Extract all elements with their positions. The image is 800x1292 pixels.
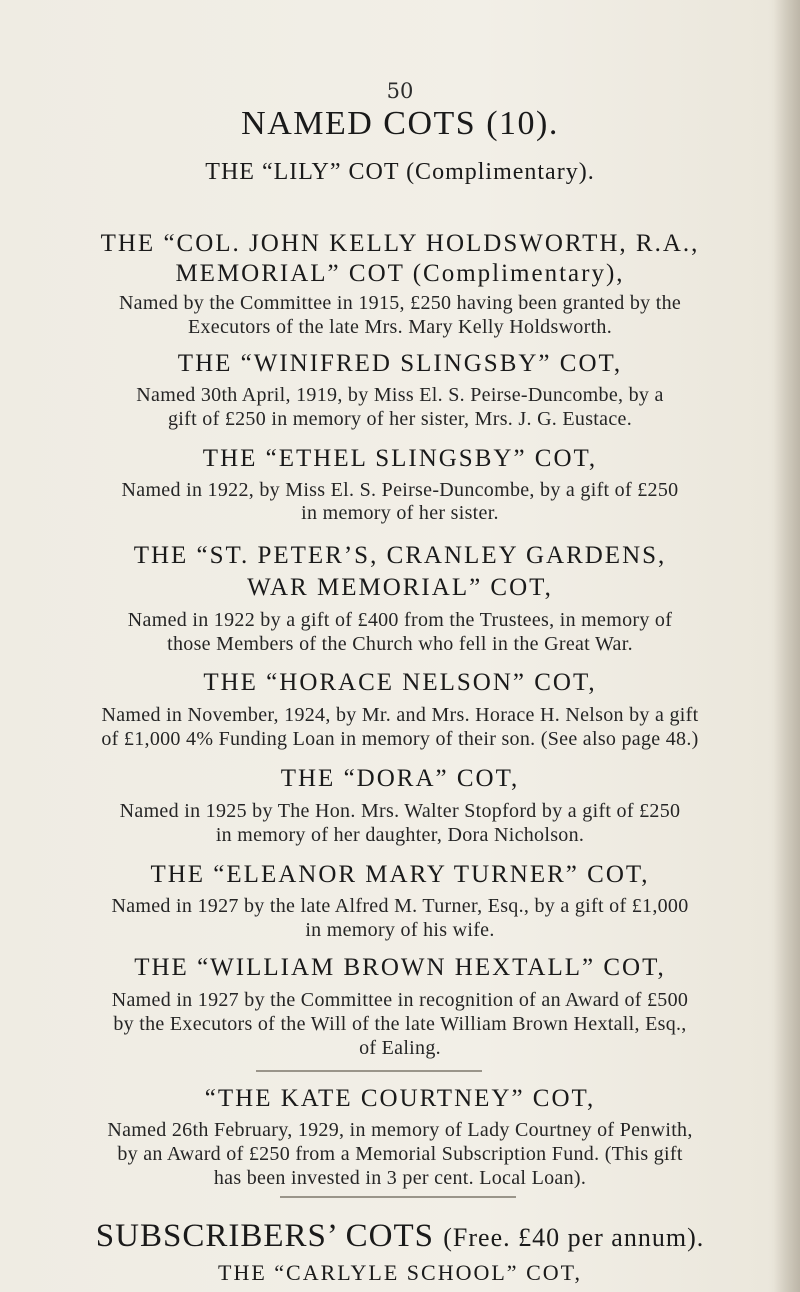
cot-title-ethel-slingsby: THE “ETHEL SLINGSBY” COT, <box>202 445 598 472</box>
cot-text-holdsworth-line-2: Executors of the late Mrs. Mary Kelly Holdsworth. <box>187 316 613 338</box>
cot-text-st-peters-line-2: those Members of the Church who fell in the Great War. <box>167 633 633 655</box>
subscribers-note: (Free. £40 per annum). <box>443 1223 705 1252</box>
cot-text-hextall-line-3: of Ealing. <box>359 1037 441 1059</box>
cot-text-courtney-line-1: Named 26th February, 1929, in memory of Lady Courtney of Penwith, <box>107 1119 693 1141</box>
divider-rule-1 <box>256 1070 482 1072</box>
cot-text-winifred-line-2: gift of £250 in memory of her sister, Mrs. J. G. Eustace. <box>168 408 632 430</box>
cot-text-winifred-line-1: Named 30th April, 1919, by Miss El. S. Peirse-Duncombe, by a <box>136 384 664 406</box>
cot-text-turner-line-1: Named in 1927 by the late Alfred M. Turner, Esq., by a gift of £1,000 <box>111 895 689 917</box>
cot-text-holdsworth-line-1: Named by the Committee in 1915, £250 having been granted by the <box>118 292 682 314</box>
cot-title-dora: THE “DORA” COT, <box>280 765 520 792</box>
cot-text-ethel-line-2: in memory of her sister. <box>301 502 499 524</box>
cot-title-holdsworth-line-2: MEMORIAL” COT (Complimentary), <box>175 260 625 287</box>
cot-title-st-peters-line-2: WAR MEMORIAL” COT, <box>247 574 553 601</box>
cot-title-st-peters-line-1: THE “ST. PETER’S, CRANLEY GARDENS, <box>133 542 667 569</box>
cot-title-horace-nelson: THE “HORACE NELSON” COT, <box>203 669 597 696</box>
subscribers-heading: SUBSCRIBERS’ COTS <box>95 1218 434 1254</box>
page-heading: NAMED COTS (10). <box>241 105 559 142</box>
subscribers-heading-row <box>28 1220 772 1253</box>
cot-text-hextall-line-2: by the Executors of the Will of the late William Brown Hextall, Esq., <box>113 1013 687 1035</box>
cot-text-courtney-line-3: has been invested in 3 per cent. Local Loan). <box>213 1167 587 1189</box>
cot-title-carlyle-school: THE “CARLYLE SCHOOL” COT, <box>218 1260 582 1285</box>
cot-title-winifred-slingsby: THE “WINIFRED SLINGSBY” COT, <box>177 350 623 377</box>
cot-title-william-brown-hextall: THE “WILLIAM BROWN HEXTALL” COT, <box>134 954 666 981</box>
cot-text-st-peters-line-1: Named in 1922 by a gift of £400 from the Trustees, in memory of <box>127 609 673 631</box>
cot-title-eleanor-mary-turner: THE “ELEANOR MARY TURNER” COT, <box>150 861 650 888</box>
divider-rule-2 <box>280 1196 516 1198</box>
cot-title-kate-courtney: “THE KATE COURTNEY” COT, <box>204 1085 596 1112</box>
page-number: 50 <box>386 79 414 103</box>
cot-text-dora-line-1: Named in 1925 by The Hon. Mrs. Walter Stopford by a gift of £250 <box>119 800 681 822</box>
cot-text-horace-line-2: of £1,000 4% Funding Loan in memory of their son. (See also page 48.) <box>101 728 699 750</box>
page-edge-shadow <box>774 0 800 1292</box>
cot-title-holdsworth-line-1: THE “COL. JOHN KELLY HOLDSWORTH, R.A., <box>100 230 700 257</box>
cot-text-turner-line-2: in memory of his wife. <box>305 919 495 941</box>
page-content <box>28 0 772 1292</box>
cot-text-horace-line-1: Named in November, 1924, by Mr. and Mrs. Horace H. Nelson by a gift <box>101 704 699 726</box>
cot-text-hextall-line-1: Named in 1927 by the Committee in recognition of an Award of £500 <box>111 989 689 1011</box>
cot-text-dora-line-2: in memory of her daughter, Dora Nicholson. <box>215 824 585 846</box>
cot-text-ethel-line-1: Named in 1922, by Miss El. S. Peirse-Duncombe, by a gift of £250 <box>121 479 679 501</box>
cot-text-courtney-line-2: by an Award of £250 from a Memorial Subscription Fund. (This gift <box>117 1143 683 1165</box>
cot-title-lily: THE “LILY” COT (Complimentary). <box>205 159 595 185</box>
